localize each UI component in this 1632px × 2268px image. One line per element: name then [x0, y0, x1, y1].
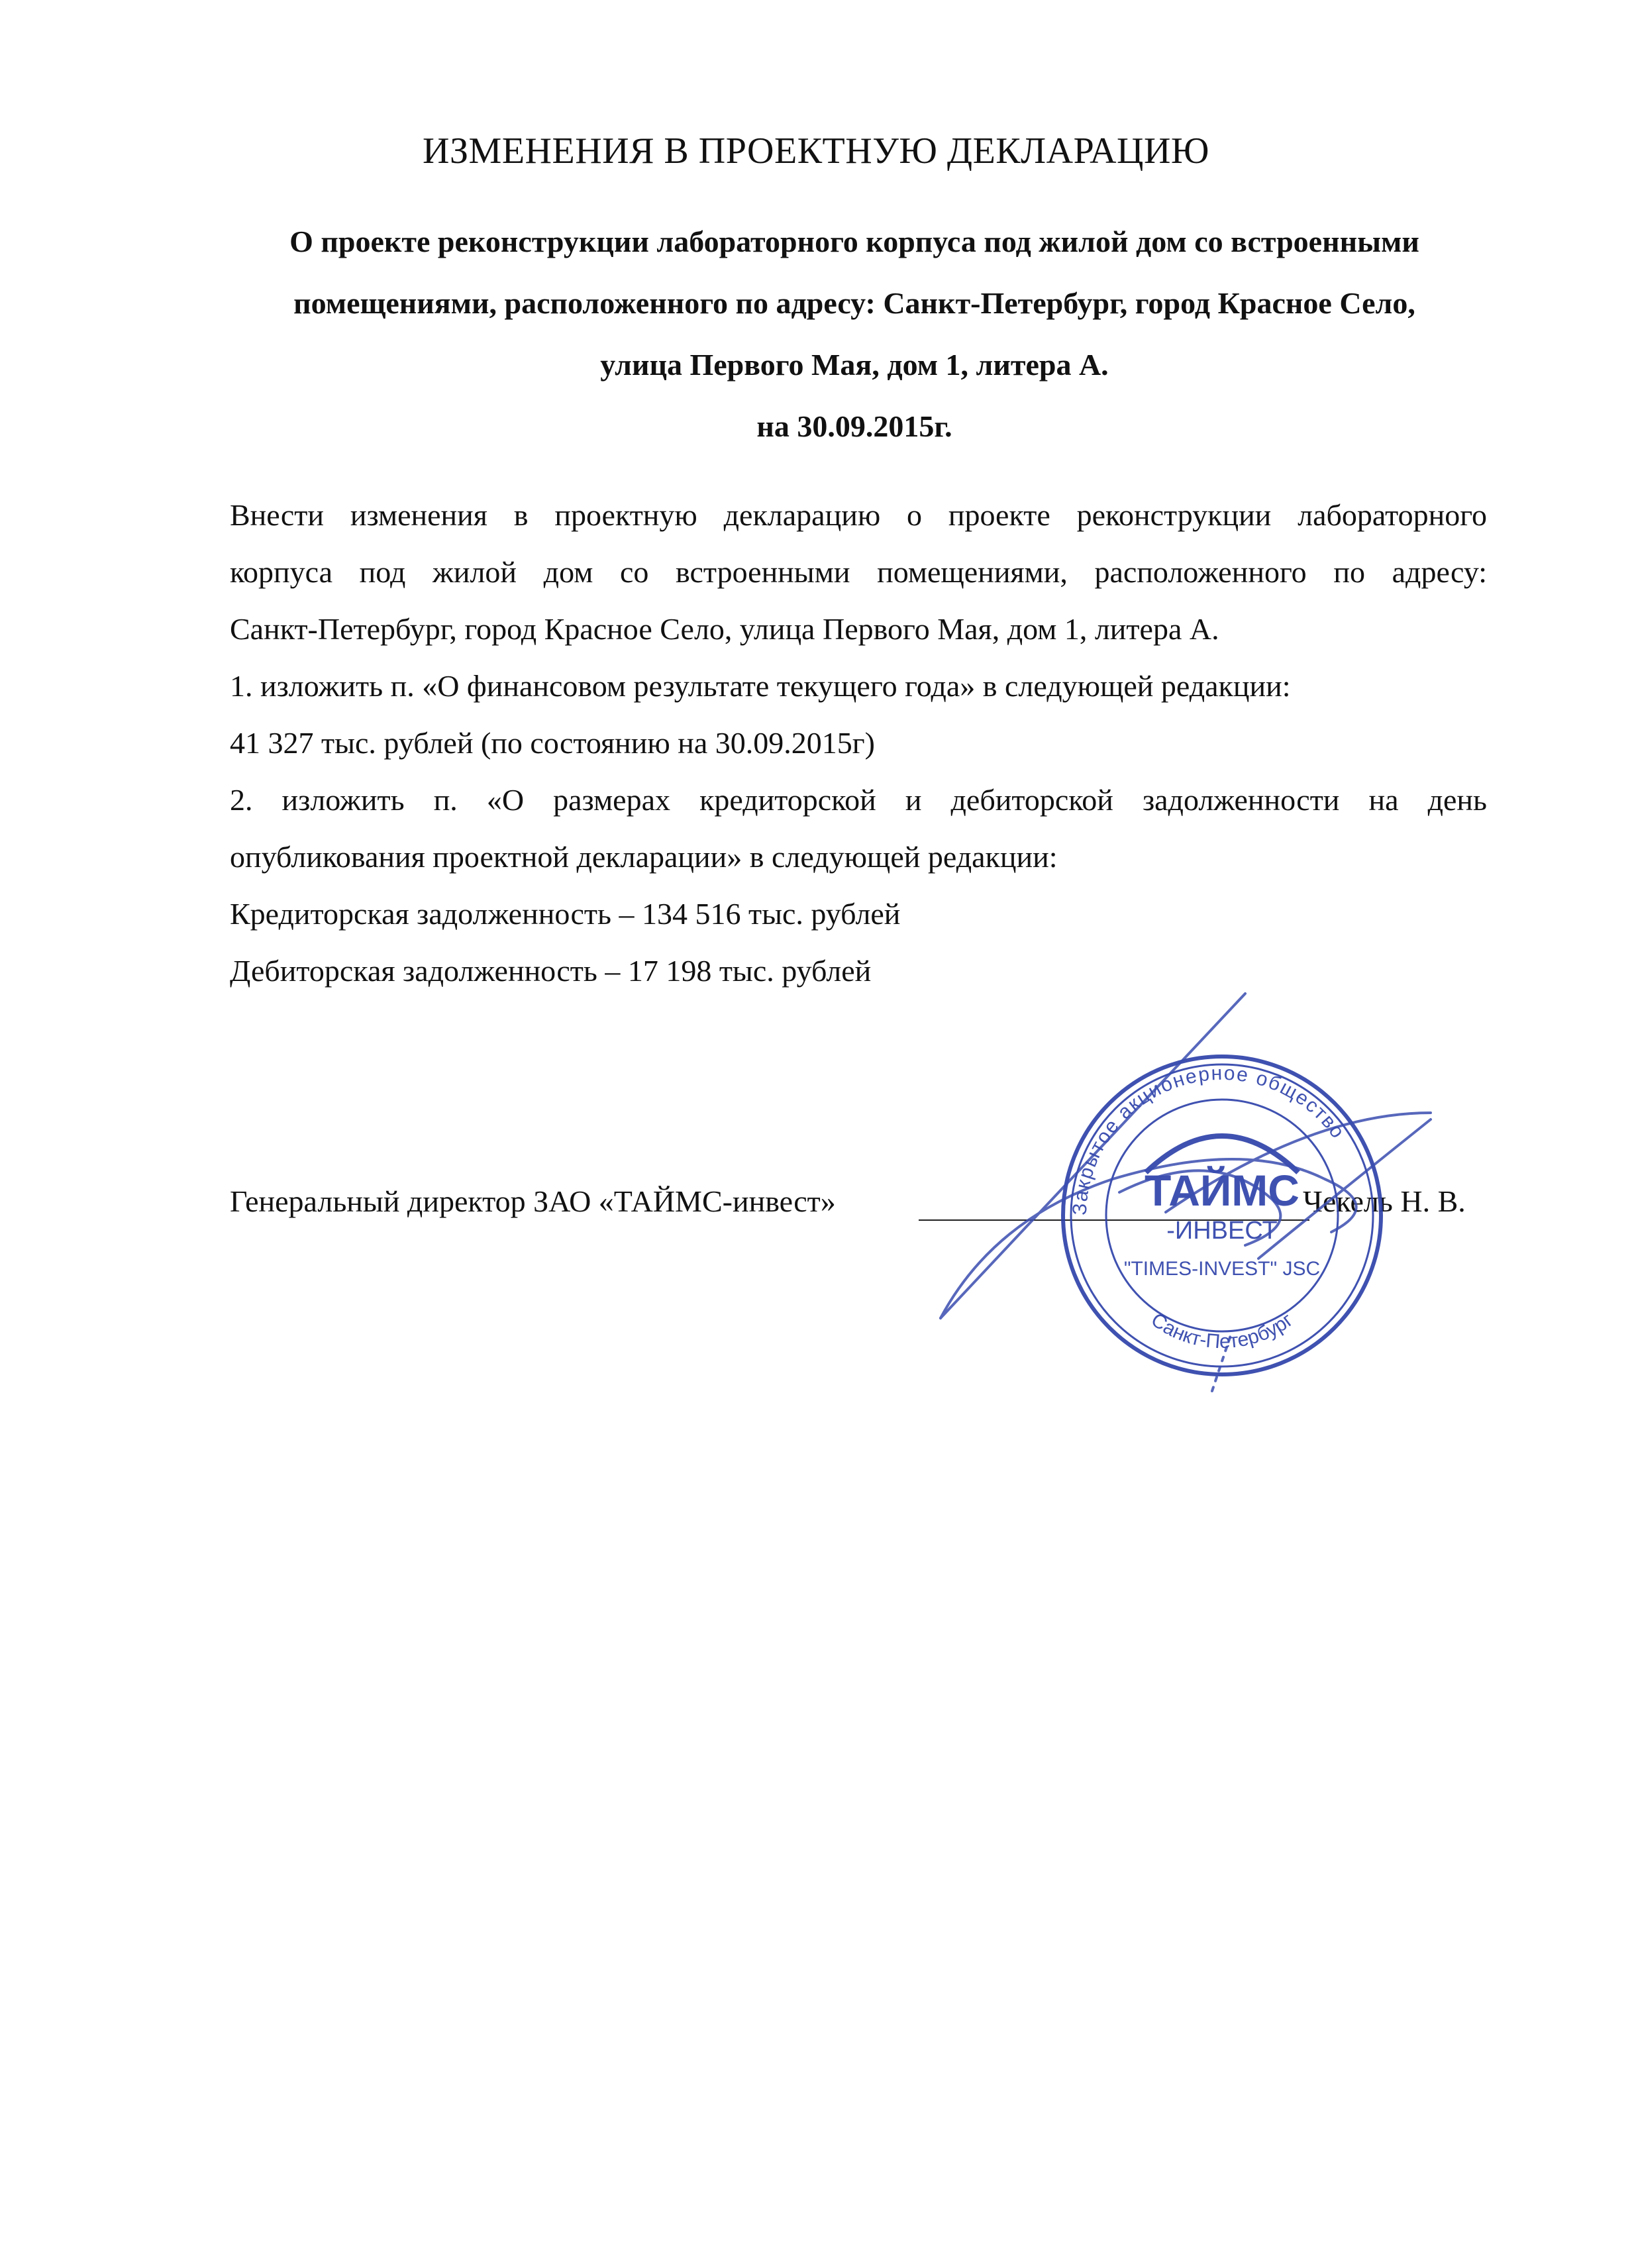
subtitle-line: помещениями, расположенного по адресу: Санкт-Петербург, город Красное Село,	[293, 286, 1415, 320]
body-line: Внести изменения в проектную декларацию о проекте реконструкции лабораторного	[230, 498, 1487, 532]
seal-city: Санкт-Петербург	[1147, 1308, 1298, 1353]
document-title: ИЗМЕНЕНИЯ В ПРОЕКТНУЮ ДЕКЛАРАЦИЮ	[423, 130, 1209, 172]
seal-brand-sub: -ИНВЕСТ	[1166, 1217, 1278, 1245]
body-item-1: 1. изложить п. «О финансовом результате текущего года» в следующей редакции:	[230, 669, 1291, 703]
seal-outer-text: Закрытое акционерное общество	[1068, 1062, 1350, 1216]
body-item-2: 2. изложить п. «О размерах кредиторской и дебиторской задолженности на день	[230, 783, 1487, 817]
body-debtor-debt: Дебиторская задолженность – 17 198 тыс. рублей	[230, 954, 872, 988]
body-line: Санкт-Петербург, город Красное Село, улица Первого Мая, дом 1, литера А.	[230, 612, 1219, 646]
body-line: корпуса под жилой дом со встроенными помещениями, расположенного по адресу:	[230, 555, 1487, 589]
handwritten-signature	[901, 980, 1497, 1444]
document-body	[230, 487, 1487, 1000]
signer-position: Генеральный директор ЗАО «ТАЙМС-инвест»	[230, 1184, 836, 1218]
body-creditor-debt: Кредиторская задолженность – 134 516 тыс. рублей	[230, 897, 901, 931]
body-line: опубликования проектной декларации» в следующей редакции:	[230, 840, 1058, 874]
subtitle-date: на 30.09.2015г.	[756, 409, 952, 443]
seal-brand: ТАЙМС	[1145, 1166, 1300, 1215]
body-financial-result: 41 327 тыс. рублей (по состоянию на 30.09.2015г)	[230, 726, 875, 760]
subtitle-line: О проекте реконструкции лабораторного корпуса под жилой дом со встроенными	[289, 225, 1419, 258]
subtitle-line: улица Первого Мая, дом 1, литера А.	[600, 348, 1109, 382]
seal-latin-text: "TIMES-INVEST" JSC	[1123, 1258, 1321, 1280]
signer-name: Чекель Н. В.	[1303, 1184, 1466, 1218]
document-subtitle	[225, 211, 1484, 457]
